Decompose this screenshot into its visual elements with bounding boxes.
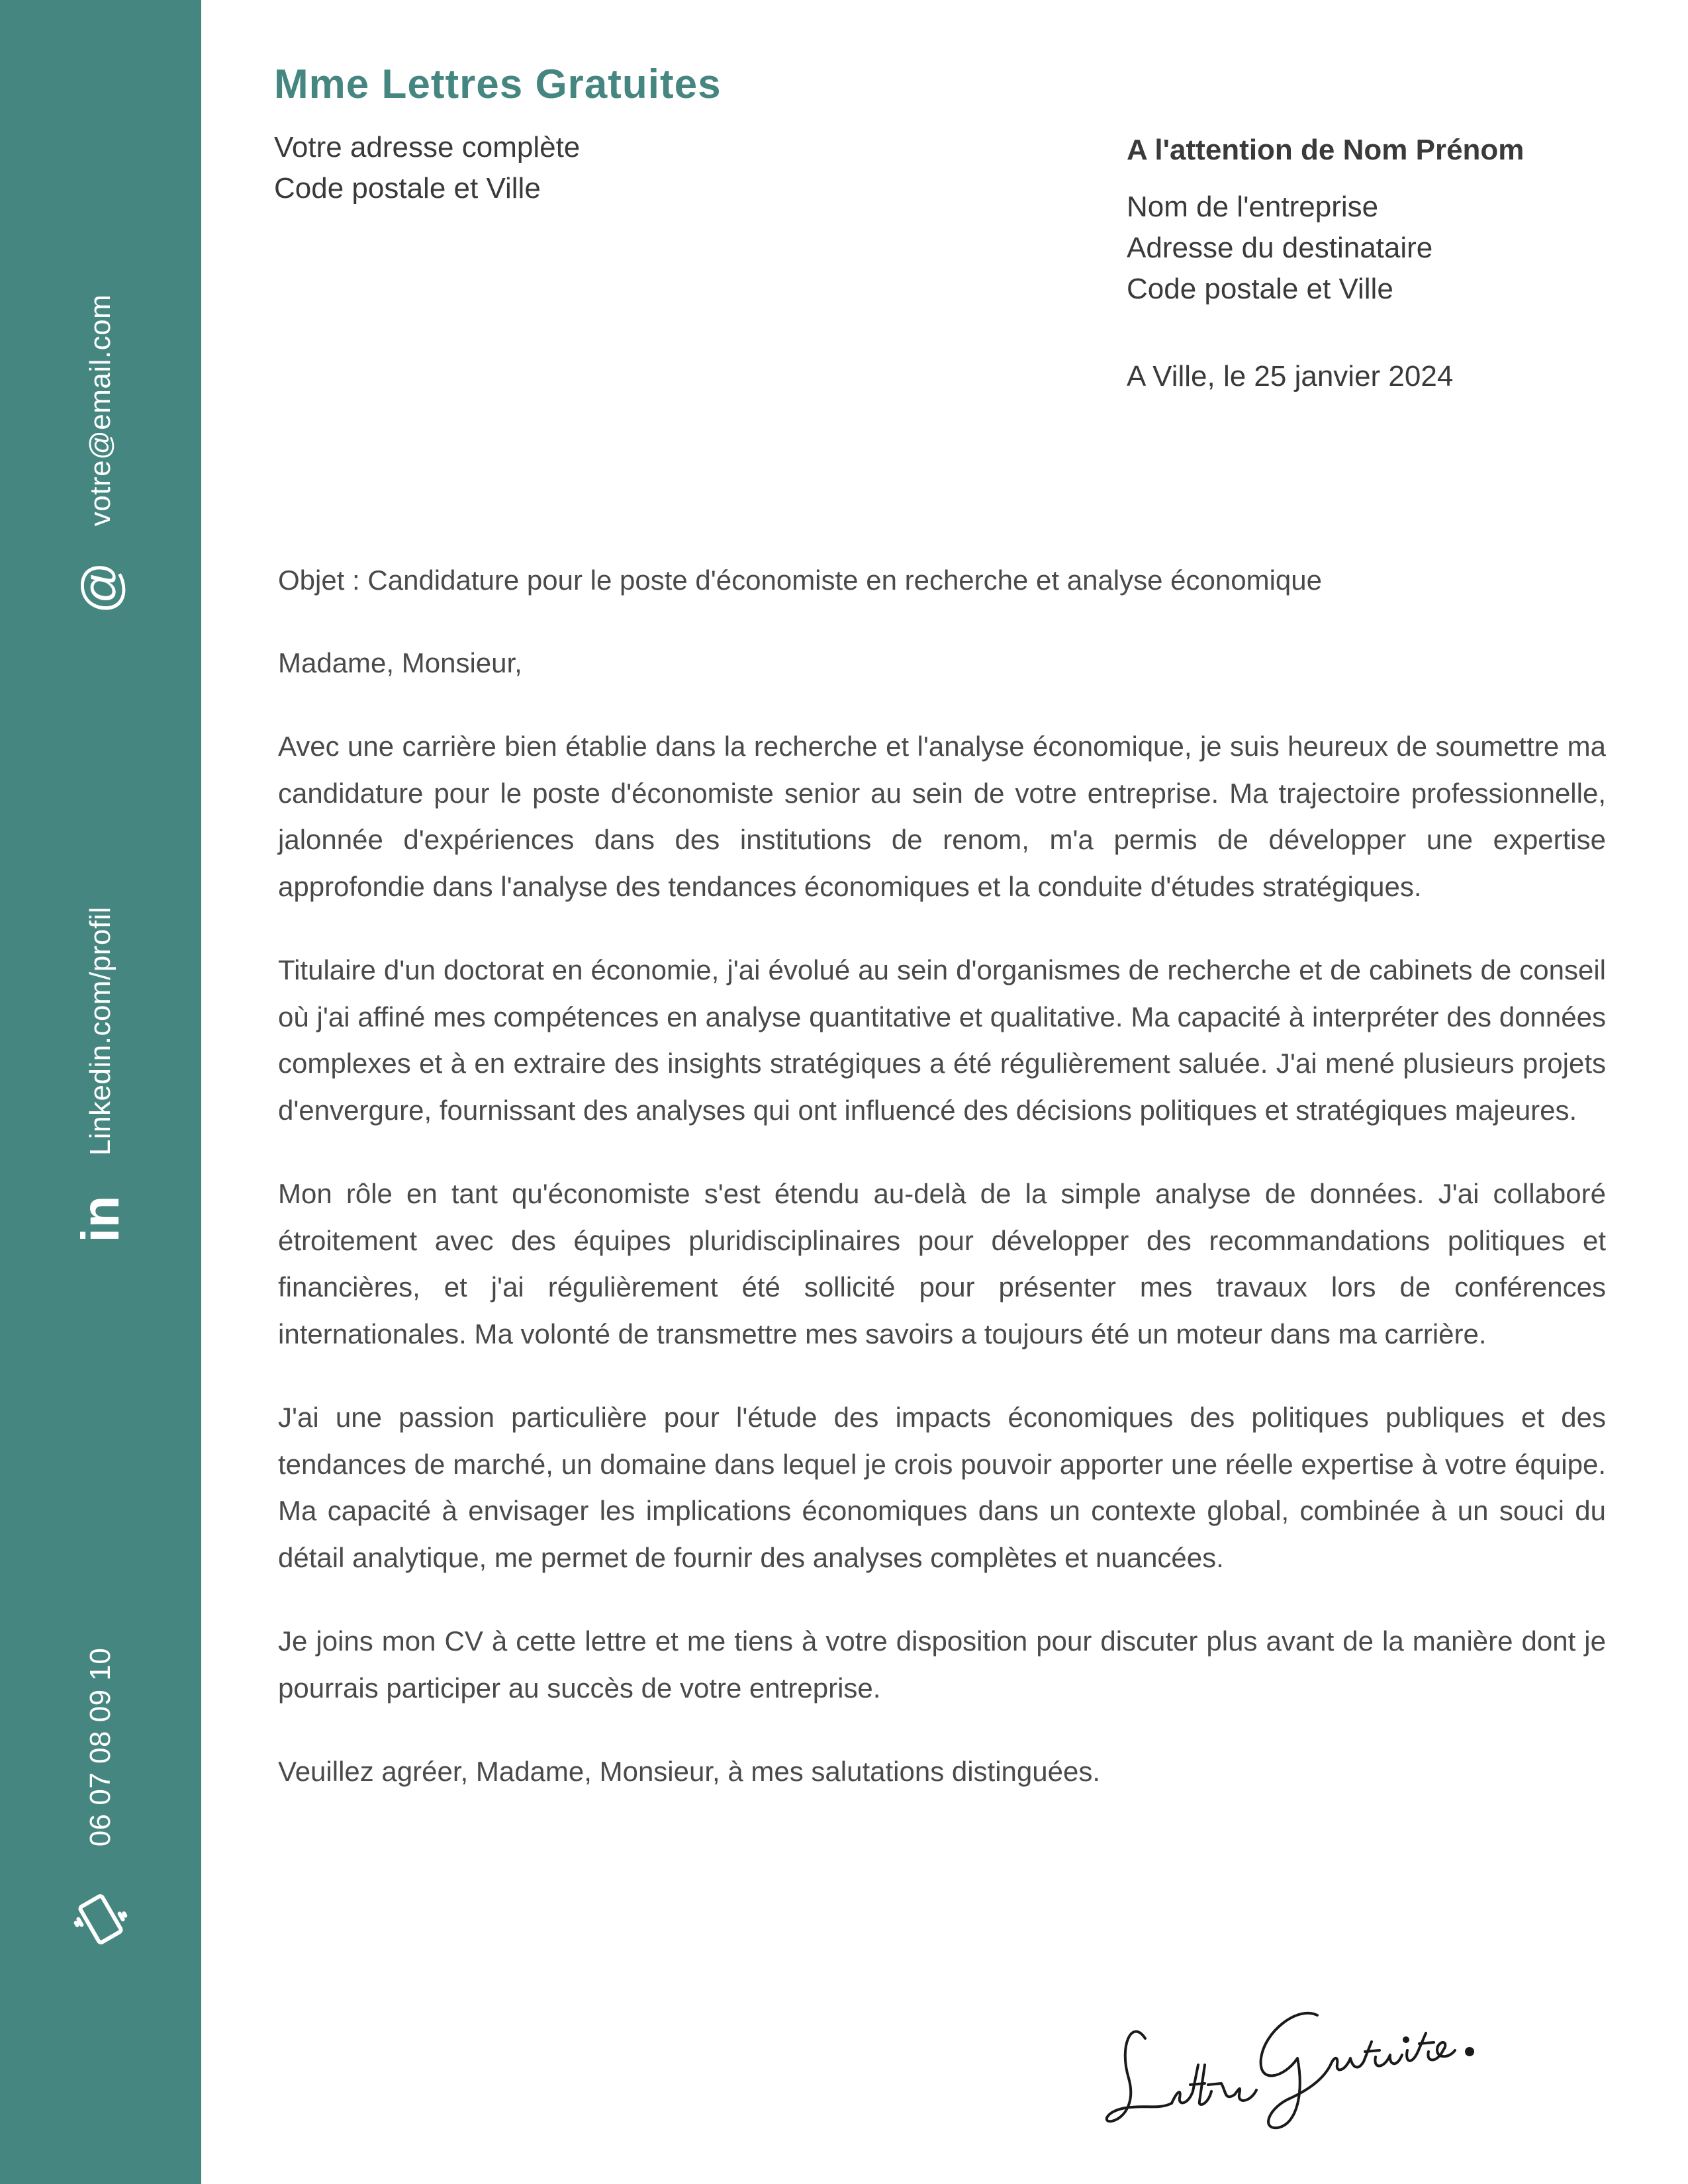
recipient-company: Nom de l'entreprise bbox=[1127, 191, 1379, 223]
recipient-attention: A l'attention de Nom Prénom bbox=[1127, 134, 1524, 166]
recipient-block bbox=[1127, 130, 1524, 397]
letter-paragraph: Avec une carrière bien établie dans la recherche et l'analyse économique, je suis heureux de soumettre ma candidature pour le poste d'économiste senior au sein de votre entreprise. Ma trajectoire professionnelle, jalonnée d'expériences dans des institutions de renom, m'a permis de développer une expertise approfondie dans l'analyse des tendances économiques et la conduite d'études stratégiques. bbox=[278, 731, 1606, 902]
sender-address-line1: Votre adresse complète bbox=[274, 131, 581, 163]
recipient-city: Code postale et Ville bbox=[1127, 273, 1393, 305]
letter-object: Objet : Candidature pour le poste d'économiste en recherche et analyse économique bbox=[278, 565, 1322, 596]
linkedin-icon: in bbox=[71, 1195, 130, 1243]
letter-paragraph: Je joins mon CV à cette lettre et me tiens à votre disposition pour discuter plus avant de la manière dont je pourrais participer au succès de votre entreprise. bbox=[278, 1625, 1606, 1704]
letter-closing: Veuillez agréer, Madame, Monsieur, à mes salutations distinguées. bbox=[278, 1756, 1101, 1787]
sender-address bbox=[274, 127, 580, 209]
phone-icon bbox=[71, 1889, 130, 1949]
phone-text: 06 07 08 09 10 bbox=[84, 1647, 117, 1847]
letter-paragraph: J'ai une passion particulière pour l'étude des impacts économiques des politiques publiques et des tendances de marché, un domaine dans lequel je crois pouvoir apporter une réelle expertise à votre équipe. Ma capacité à envisager les implications économiques dans un contexte global, combinée à un souci du détail analytique, me permet de fournir des analyses complètes et nuancées. bbox=[278, 1402, 1606, 1573]
letter-date: A Ville, le 25 janvier 2024 bbox=[1127, 360, 1454, 392]
sender-address-line2: Code postale et Ville bbox=[274, 172, 541, 205]
letter-paragraph: Mon rôle en tant qu'économiste s'est étendu au-delà de la simple analyse de données. J'ai collaboré étroitement avec des équipes pluridisciplinaires pour développer des recommandations politiques et financières, et j'ai régulièrement été sollicité pour présenter mes travaux lors de conférences internationales. Ma volonté de transmettre mes savoirs a toujours été un moteur dans ma carrière. bbox=[278, 1178, 1606, 1349]
recipient-address: Adresse du destinataire bbox=[1127, 232, 1433, 264]
signature bbox=[1099, 1959, 1496, 2144]
sidebar bbox=[0, 0, 201, 2184]
letter-body bbox=[278, 557, 1606, 1833]
sender-name: Mme Lettres Gratuites bbox=[274, 62, 722, 107]
letter-paragraph: Titulaire d'un doctorat en économie, j'ai évolué au sein d'organismes de recherche et de cabinets de conseil où j'ai affiné mes compétences en analyse quantitative et qualitative. Ma capacité à interpréter des données complexes et à en extraire des insights stratégiques a été régulièrement saluée. J'ai mené plusieurs projets d'envergure, fournissant des analyses qui ont influencé des décisions politiques et stratégiques majeures. bbox=[278, 954, 1606, 1126]
at-icon: @ bbox=[71, 561, 130, 614]
linkedin-text: Linkedin.com/profil bbox=[84, 906, 117, 1156]
letter-greeting: Madame, Monsieur, bbox=[278, 647, 522, 678]
email-text: votre@email.com bbox=[84, 294, 117, 527]
